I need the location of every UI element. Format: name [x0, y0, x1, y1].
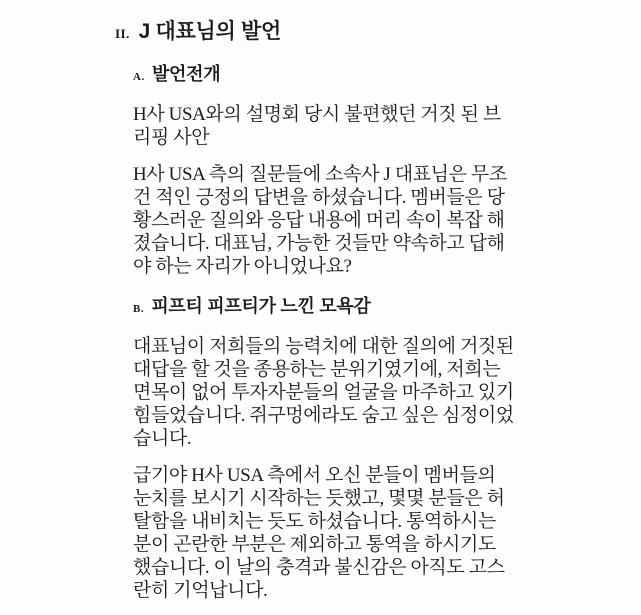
paragraph: H사 USA와의 설명회 당시 불편했던 거짓 된 브리핑 사안 — [133, 104, 501, 148]
subsection-heading-a — [133, 63, 517, 88]
subsection-heading-b — [133, 295, 517, 320]
subsection-b-marker: B. — [133, 303, 148, 315]
section-title: J 대표님의 발언 — [138, 20, 281, 43]
subsection-a-title: 발언전개 — [151, 64, 221, 84]
paragraph: 급기야 H사 USA 측에서 오신 분들이 멤버들의 눈치를 보시기 시작하는 듯했고, 몇몇 분들은 허탈함을 내비치는 듯도 하셨습니다. 통역하시는 분이 곤란한 부분은 제외하고 통역을 하시기도 했습니다. 이 날의 충격과 불신감은 아직도 고스란히 기억납니다. — [133, 465, 505, 601]
subsection-b-title: 피프티 피프티가 느낀 모욕감 — [151, 296, 371, 316]
subsection-a-marker: A. — [133, 71, 148, 83]
document-body — [133, 63, 517, 602]
section-number: II. — [115, 26, 134, 41]
paragraph: H사 USA 측의 질문들에 소속사 J 대표님은 무조건 적인 긍정의 답변을 하셨습니다. 멤버들은 당황스러운 질의와 응답 내용에 머리 속이 복잡 해졌습니다. 대표님, 가능한 것들만 약속하고 답해야 하는 자리가 아니었나요? — [133, 164, 507, 277]
paragraph: 대표님이 저희들의 능력치에 대한 질의에 거짓된 대답을 할 것을 종용하는 분위기였기에, 저희는 면목이 없어 투자자분들의 얼굴을 마주하고 있기 힘들었습니다. 쥐구멍에라도 숨고 싶은 심정이었습니다. — [133, 336, 514, 449]
section-heading — [115, 19, 641, 46]
